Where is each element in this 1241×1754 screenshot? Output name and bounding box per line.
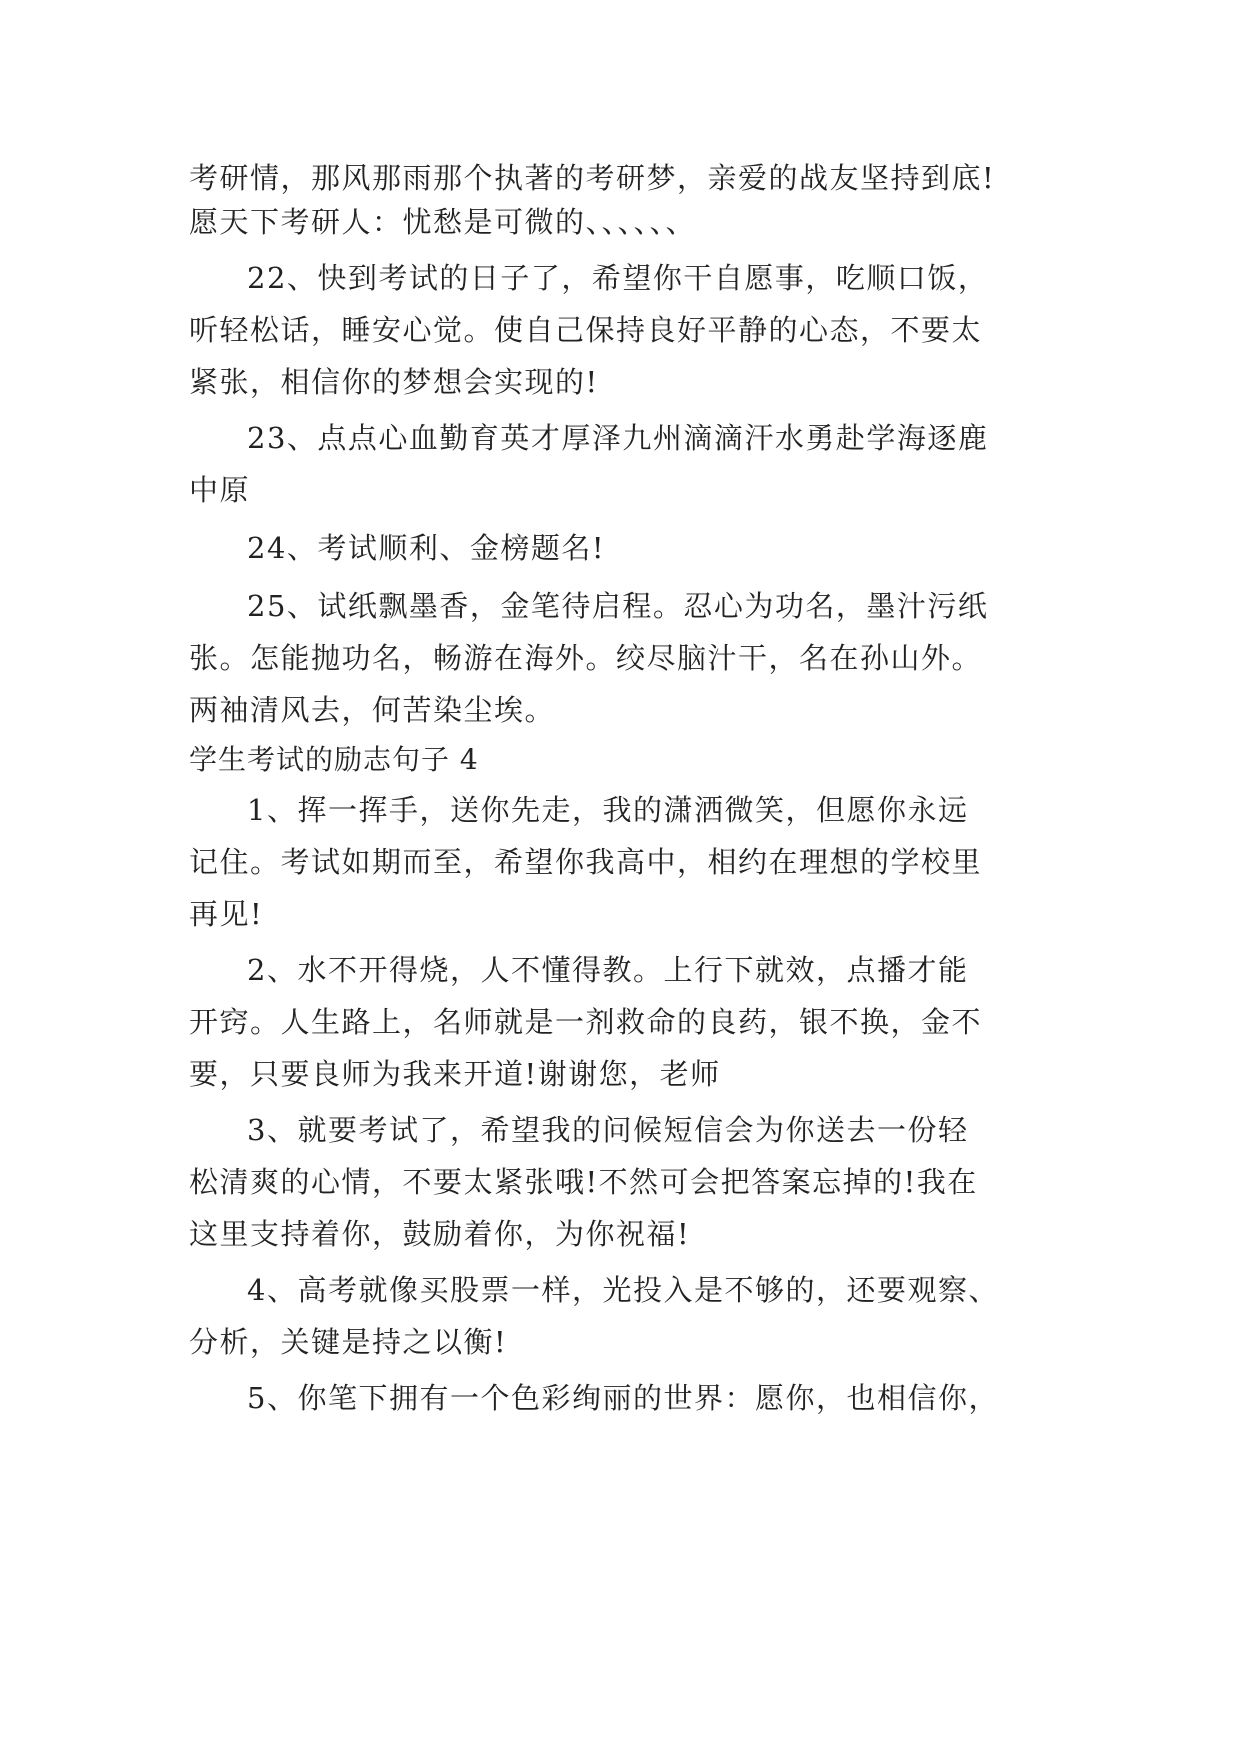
paragraph-line: 听轻松话，睡安心觉。使自己保持良好平静的心态，不要太 <box>189 313 983 347</box>
paragraph-line: 开窍。人生路上，名师就是一剂救命的良药，银不换，金不 <box>189 1005 983 1039</box>
paragraph-line: 这里支持着你，鼓励着你，为你祝福! <box>189 1217 691 1251</box>
paragraph-line: 1、挥一挥手，送你先走，我的潇洒微笑，但愿你永远 <box>247 793 969 827</box>
paragraph-line: 25、试纸飘墨香，金笔待启程。忍心为功名，墨汁污纸 <box>247 589 989 623</box>
paragraph-line: 23、点点心血勤育英才厚泽九州滴滴汗水勇赴学海逐鹿 <box>247 421 989 455</box>
section-heading: 学生考试的励志句子 4 <box>189 743 479 776</box>
paragraph-line: 两袖清风去，何苦染尘埃。 <box>189 693 556 727</box>
paragraph-line: 5、你笔下拥有一个色彩绚丽的世界：愿你，也相信你， <box>247 1381 999 1415</box>
paragraph-line: 松清爽的心情，不要太紧张哦!不然可会把答案忘掉的!我在 <box>189 1165 978 1199</box>
paragraph-line: 4、高考就像买股票一样，光投入是不够的，还要观察、 <box>247 1273 999 1307</box>
paragraph-line: 2、水不开得烧，人不懂得教。上行下就效，点播才能 <box>247 953 969 987</box>
paragraph-line: 3、就要考试了，希望我的问候短信会为你送去一份轻 <box>247 1113 969 1147</box>
paragraph-line: 紧张，相信你的梦想会实现的! <box>189 365 599 399</box>
paragraph-line: 要，只要良师为我来开道!谢谢您，老师 <box>189 1057 721 1091</box>
paragraph-line: 记住。考试如期而至，希望你我高中，相约在理想的学校里 <box>189 845 983 879</box>
paragraph-line: 考研情，那风那雨那个执著的考研梦，亲爱的战友坚持到底! <box>189 161 996 195</box>
paragraph-line: 24、考试顺利、金榜题名! <box>247 531 606 565</box>
paragraph-line: 再见! <box>189 897 264 931</box>
paragraph-line: 中原 <box>189 473 251 507</box>
paragraph-line: 愿天下考研人：忧愁是可微的、、、、、、 <box>189 205 697 239</box>
paragraph-line: 22、快到考试的日子了，希望你干自愿事，吃顺口饭， <box>247 261 989 295</box>
paragraph-line: 分析，关键是持之以衡! <box>189 1325 508 1359</box>
paragraph-line: 张。怎能抛功名，畅游在海外。绞尽脑汁干，名在孙山外。 <box>189 641 983 675</box>
